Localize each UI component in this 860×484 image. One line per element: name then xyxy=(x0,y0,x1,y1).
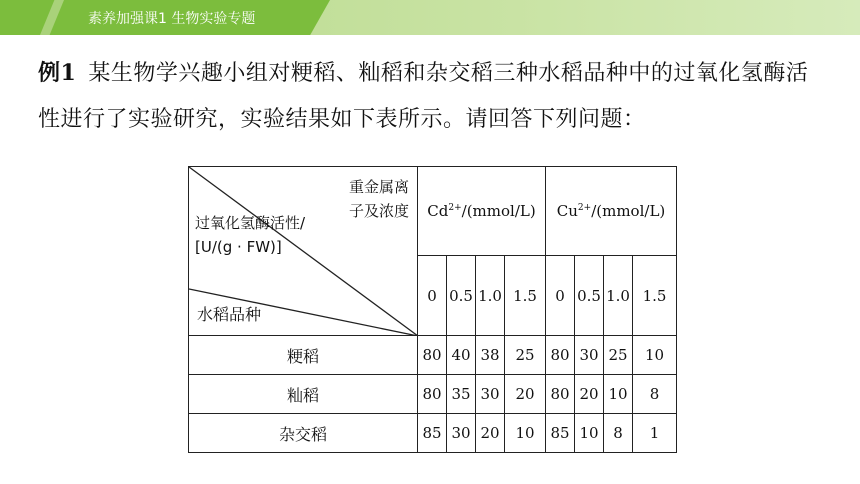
value-cell: 38 xyxy=(476,336,505,375)
corner-variety-label: 水稻品种 xyxy=(197,305,262,324)
variety-cell: 杂交稻 xyxy=(189,414,418,453)
corner-ion-label xyxy=(349,175,409,223)
corner-activity-line1: 过氧化氢酶活性/ xyxy=(195,214,306,232)
concentration-cell: 1.5 xyxy=(633,256,677,336)
cu-header xyxy=(546,167,677,256)
results-table xyxy=(188,166,677,453)
value-cell: 25 xyxy=(604,336,633,375)
header-bar xyxy=(0,0,860,35)
value-cell: 1 xyxy=(633,414,677,453)
cu-charge: 2+ xyxy=(577,203,592,213)
value-cell: 25 xyxy=(505,336,546,375)
value-cell: 10 xyxy=(505,414,546,453)
value-cell: 8 xyxy=(633,375,677,414)
value-cell: 80 xyxy=(418,375,447,414)
value-cell: 20 xyxy=(575,375,604,414)
table-row xyxy=(189,375,677,414)
table-row xyxy=(189,414,677,453)
value-cell: 80 xyxy=(546,336,575,375)
concentration-cell: 0 xyxy=(546,256,575,336)
value-cell: 30 xyxy=(476,375,505,414)
value-cell: 30 xyxy=(447,414,476,453)
variety-cell: 籼稻 xyxy=(189,375,418,414)
value-cell: 85 xyxy=(418,414,447,453)
value-cell: 20 xyxy=(476,414,505,453)
value-cell: 8 xyxy=(604,414,633,453)
corner-ion-line2: 子及浓度 xyxy=(348,202,409,220)
concentration-cell: 1.0 xyxy=(476,256,505,336)
concentration-cell: 1.5 xyxy=(505,256,546,336)
corner-ion-line1: 重金属离 xyxy=(348,178,409,196)
value-cell: 85 xyxy=(546,414,575,453)
value-cell: 10 xyxy=(575,414,604,453)
value-cell: 40 xyxy=(447,336,476,375)
table-row xyxy=(189,336,677,375)
cu-unit: /(mmol/L) xyxy=(591,202,666,220)
cd-symbol: Cd xyxy=(427,202,449,220)
value-cell: 10 xyxy=(633,336,677,375)
value-cell: 35 xyxy=(447,375,476,414)
cd-charge: 2+ xyxy=(448,203,462,213)
variety-cell: 粳稻 xyxy=(189,336,418,375)
problem-text: 某生物学兴趣小组对粳稻、籼稻和杂交稻三种水稻品种中的过氧化氢酶活性进行了实验研究，实验结果如下表所示。请回答下列问题： xyxy=(38,61,809,132)
concentration-cell: 0 xyxy=(418,256,447,336)
concentration-cell: 1.0 xyxy=(604,256,633,336)
cd-unit: /(mmol/L) xyxy=(461,202,536,220)
value-cell: 10 xyxy=(604,375,633,414)
value-cell: 30 xyxy=(575,336,604,375)
header-title: 素养加强课1 生物实验专题 xyxy=(88,11,256,27)
table-corner-cell xyxy=(189,167,418,336)
example-label: 例1 xyxy=(38,60,77,86)
corner-activity-label xyxy=(195,211,305,259)
results-table-wrap xyxy=(188,166,676,452)
cd-header xyxy=(418,167,546,256)
value-cell: 80 xyxy=(418,336,447,375)
concentration-cell: 0.5 xyxy=(447,256,476,336)
value-cell: 20 xyxy=(505,375,546,414)
problem-paragraph xyxy=(38,50,828,143)
concentration-cell: 0.5 xyxy=(575,256,604,336)
corner-activity-line2: [U/(g · FW)] xyxy=(195,238,282,256)
cu-symbol: Cu xyxy=(556,202,578,220)
value-cell: 80 xyxy=(546,375,575,414)
